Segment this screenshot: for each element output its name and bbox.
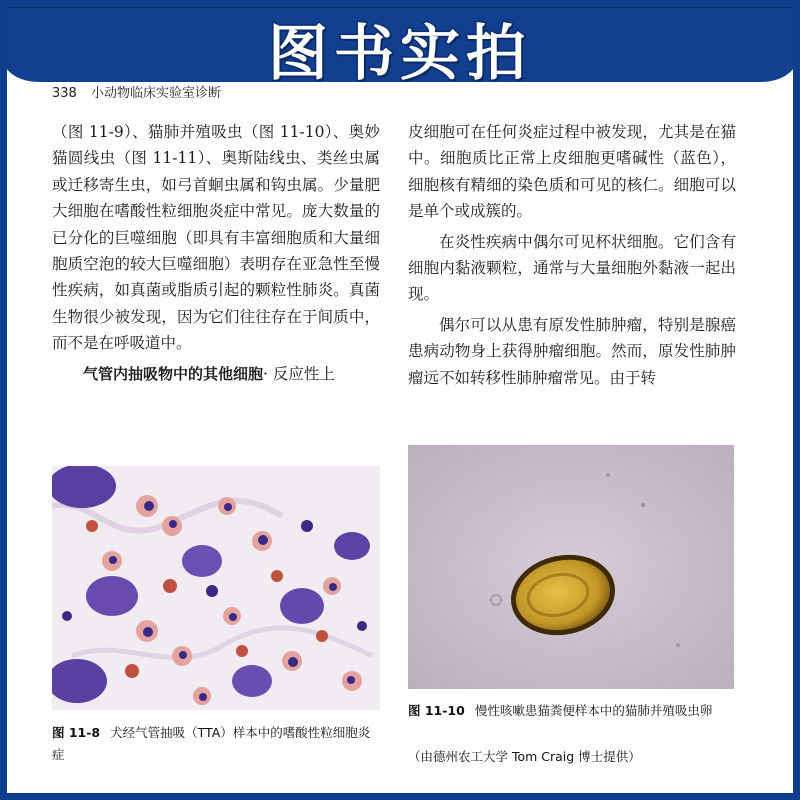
left-text-column — [52, 119, 380, 387]
right-paragraph-2: 在炎性疾病中偶尔可见杯状细胞。它们含有细胞内黏液颗粒，通常与大量细胞外黏液一起出现。 — [408, 232, 736, 304]
figure-caption-text: 慢性咳嗽患猫粪便样本中的猫肺并殖吸虫卵 — [474, 703, 713, 718]
left-paragraph-2 — [52, 361, 380, 387]
figure-credit: （由德州农工大学 Tom Craig 博士提供） — [408, 749, 641, 764]
figure-number: 图 11-10 — [408, 703, 465, 718]
micrograph-image — [52, 466, 380, 710]
section-heading: 气管内抽吸物中的其他细胞 — [83, 364, 264, 383]
book-title: 小动物临床实验室诊断 — [90, 86, 221, 101]
figure-caption-text: 犬经气管抽吸（TTA）样本中的嗜酸性粒细胞炎症 — [52, 725, 371, 762]
figure-micrograph-fluke-egg — [408, 445, 734, 689]
left-paragraph-1: （图 11-9）、猫肺并殖吸虫（图 11-10）、奥妙猫圆线虫（图 11-11）、奥斯陆线虫、类丝虫属或迁移寄生虫，如弓首蛔虫属和钩虫属。少量肥大细胞在嗜酸性粒细胞炎症中常见。庞大数量的已分化的巨噬细胞（即具有丰富细胞质和大量细胞质空泡的较大巨噬细胞）表明存在亚急性至慢性疾病，如真菌或脂质引起的颗粒性肺炎。真菌生物很少被发现，因为它们往往存在于间质中，而不是在呼吸道中。 — [52, 123, 380, 353]
banner-title: 图书实拍 — [268, 19, 532, 89]
banner — [0, 0, 800, 89]
figure-number: 图 11-8 — [52, 725, 101, 740]
figure-caption-left — [52, 722, 382, 766]
right-paragraph-1: 皮细胞可在任何炎症过程中被发现，尤其是在猫中。细胞质比正常上皮细胞更嗜碱性（蓝色），细胞核有精细的染色质和可见的核仁。细胞可以是单个或成簇的。 — [408, 123, 736, 221]
figure-caption-right — [408, 700, 738, 722]
right-text-column — [408, 119, 736, 391]
figure-micrograph-eosinophils — [52, 466, 380, 710]
page-number: 338 — [52, 86, 77, 101]
running-head — [52, 82, 221, 101]
fluke-egg-image — [408, 445, 734, 689]
right-paragraph-3: 偶尔可以从患有原发性肺肿瘤，特别是腺癌患病动物身上获得肿瘤细胞。然而，原发性肺肿瘤远不如转移性肺肿瘤常见。由于转 — [408, 315, 736, 387]
section-heading-tail: · 反应性上 — [263, 364, 335, 383]
